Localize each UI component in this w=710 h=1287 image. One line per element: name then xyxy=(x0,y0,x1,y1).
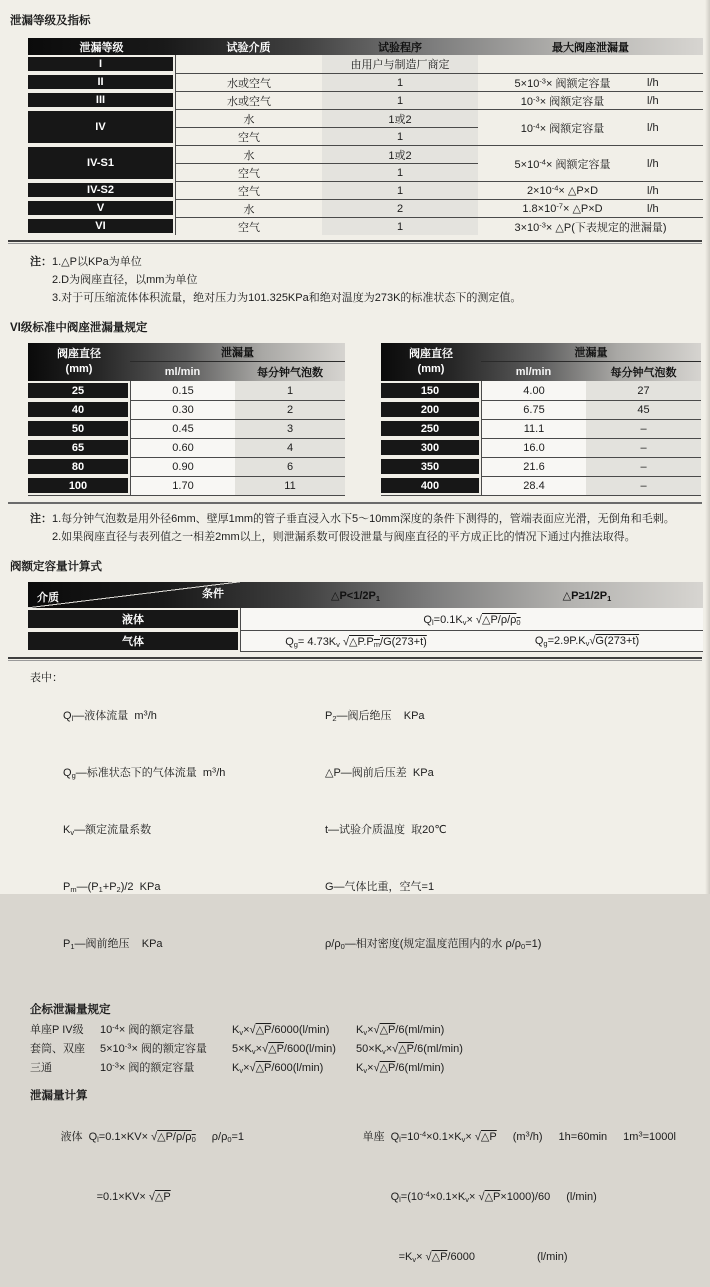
grade-cell: III xyxy=(28,91,175,109)
diameter-cell: 50 xyxy=(28,419,130,438)
table-row xyxy=(28,438,345,457)
unit-label: l/h xyxy=(647,94,659,107)
medium-cell: 水或空气 xyxy=(175,91,322,109)
table-row xyxy=(28,476,345,495)
table-row xyxy=(381,476,701,495)
legend-item: △P—阀前后压差 KPa xyxy=(325,767,434,779)
conversion-note-1: 1h=60min xyxy=(558,1131,608,1143)
table-row xyxy=(28,145,703,163)
ml-min-cell: 0.45 xyxy=(130,419,235,438)
legend-left-column xyxy=(63,669,325,992)
bubbles-cell: 3 xyxy=(235,419,345,438)
page-title: 泄漏等级及指标 xyxy=(10,15,91,27)
section-divider xyxy=(8,502,702,504)
bubbles-cell: – xyxy=(586,438,701,457)
header-leak-grade: 泄漏等级 xyxy=(79,41,124,54)
medium-cell: 水或空气 xyxy=(175,73,322,91)
max-leakage-cell xyxy=(478,181,703,199)
legend-item: $Q_g—$标准状态下的气体流量 $m^3/h$ xyxy=(63,765,226,780)
max-leakage-cell xyxy=(478,217,703,235)
corner-condition-label: 条件 xyxy=(202,588,224,600)
grade-cell: IV-S1 xyxy=(28,145,175,181)
unit-label: l/h xyxy=(647,157,659,170)
vi-section-title: VI级标准中阀座泄漏量规定 xyxy=(10,322,148,334)
table-row xyxy=(28,630,703,652)
max-leakage-formula: $3\times 10^{-3}\times$ △P(下表规定的泄漏量) xyxy=(514,220,667,234)
max-leakage-formula: $1.8\times 10^{-7}\times$ △P×D xyxy=(522,201,603,215)
unit-label: l/h xyxy=(647,202,659,215)
liquid-formula-1: $Q_l=0.1\times KV\times$ $√\triangle P/\rho/\rho_0$ xyxy=(88,1131,196,1144)
single-formula-3: $=K_v\times$ √△P/6000 xyxy=(398,1251,475,1264)
unit-label: l/h xyxy=(647,121,659,134)
bubbles-cell: 2 xyxy=(235,400,345,419)
header-ml-min: ml/min xyxy=(515,365,552,378)
liquid-formula-cell: $Q_l=0.1K_v\times$ $√\triangle P/\rho/\rho_0$ xyxy=(240,608,703,630)
section-divider xyxy=(8,240,702,244)
table-row xyxy=(28,199,703,217)
liquid-formula-2: =0.1×KV× √△P xyxy=(96,1191,171,1203)
valve-type: 三通 xyxy=(30,1062,52,1074)
ml-min-cell: 21.6 xyxy=(481,457,586,476)
table-row xyxy=(28,419,345,438)
capacity-section-title: 阀额定容量计算式 xyxy=(10,561,102,573)
diameter-cell: 200 xyxy=(381,400,481,419)
corner-cell xyxy=(28,582,240,608)
legend-item: t—试验介质温度 取20℃ xyxy=(325,824,447,836)
enterprise-title: 企标泄漏量规定 xyxy=(30,1004,111,1016)
grade-cell: IV xyxy=(28,109,175,145)
table-row xyxy=(28,217,703,235)
ml-min-cell: 0.15 xyxy=(130,381,235,400)
medium-label-cell: 液体 xyxy=(28,608,240,630)
diameter-cell: 40 xyxy=(28,400,130,419)
legend-item: $Q_l—$液体流量 $m^3/h$ xyxy=(63,708,157,723)
max-leakage-formula: $2\times 10^{-4}\times$ △P×D xyxy=(526,183,599,197)
max-leakage-cell xyxy=(478,91,703,109)
ml-min-cell: 28.4 xyxy=(481,476,586,495)
header-condition-2: $\triangle P\ge 1/2P_1$ xyxy=(562,589,612,603)
leakage-calc-section xyxy=(30,1087,703,1287)
note-line: 1.△P以KPa为单位 xyxy=(52,256,142,268)
liquid-condition: $\rho/\rho_0=1$ xyxy=(211,1131,245,1144)
ml-min-cell: 0.30 xyxy=(130,400,235,419)
ml-min-cell: 0.90 xyxy=(130,457,235,476)
procedure-cell: 1 xyxy=(322,73,478,91)
table-header-row xyxy=(28,582,703,608)
table-row xyxy=(381,400,701,419)
note-lines xyxy=(52,253,703,307)
ml-min-cell: 4.00 xyxy=(481,381,586,400)
formula-l-min: $K_v\times√\triangle P/600(l/\min)$ xyxy=(232,1062,324,1075)
diameter-cell: 100 xyxy=(28,476,130,495)
procedure-cell: 1或2 xyxy=(322,109,478,127)
capacity-spec: $10^{-3}\times$ 阀的额定容量 xyxy=(100,1060,195,1074)
bubbles-cell: 4 xyxy=(235,438,345,457)
table-header-row xyxy=(28,38,703,55)
unit-label: l/h xyxy=(647,184,659,197)
procedure-cell: 1或2 xyxy=(322,145,478,163)
table-row xyxy=(28,400,345,419)
procedure-cell: 1 xyxy=(322,181,478,199)
enterprise-row xyxy=(30,1059,703,1078)
max-leakage-cell xyxy=(478,109,703,145)
ml-min-cell: 6.75 xyxy=(481,400,586,419)
note-label: 注： xyxy=(30,513,52,525)
max-leakage-cell xyxy=(478,199,703,217)
ml-min-cell: 1.70 xyxy=(130,476,235,495)
vi-tables xyxy=(28,343,703,496)
max-leakage-cell xyxy=(478,145,703,181)
bubbles-cell: – xyxy=(586,419,701,438)
bubbles-cell: – xyxy=(586,457,701,476)
legend-item: G—气体比重，空气=1 xyxy=(325,881,435,893)
medium-cell: 空气 xyxy=(175,163,322,181)
procedure-cell: 2 xyxy=(322,199,478,217)
leakage-calc-title: 泄漏量计算 xyxy=(30,1090,88,1102)
max-leakage-cell xyxy=(478,55,703,73)
header-bubbles-per-min: 每分钟气泡数 xyxy=(257,366,323,379)
grade-cell: IV-S2 xyxy=(28,181,175,199)
medium-cell: 空气 xyxy=(175,181,322,199)
ml-min-cell: 0.60 xyxy=(130,438,235,457)
table-row xyxy=(28,91,703,109)
header-seat-diameter xyxy=(381,343,481,381)
diameter-cell: 250 xyxy=(381,419,481,438)
symbol-legend xyxy=(30,669,703,992)
table-row xyxy=(381,457,701,476)
legend-right-column xyxy=(325,669,703,992)
diameter-cell: 150 xyxy=(381,381,481,400)
formula-ml-min: $K_v\times√\triangle P/6(ml/\min)$ xyxy=(356,1062,445,1075)
medium-cell: 空气 xyxy=(175,127,322,145)
conversion-note-2: $1m^3=1000l$ xyxy=(623,1129,676,1143)
enterprise-row xyxy=(30,1040,703,1059)
table-header-row xyxy=(381,343,701,362)
header-leakage: 泄漏量 xyxy=(481,343,701,362)
single-formula-1: $Q_l=10^{-4}\times 0.1\times K_v\times$ √△P xyxy=(390,1129,497,1144)
header-bubbles-per-min: 每分钟气泡数 xyxy=(610,366,677,379)
note-label: 注： xyxy=(30,256,52,268)
procedure-cell: 1 xyxy=(322,163,478,181)
legend-item: $P_m—(P_1+P_2)/2$ KPa xyxy=(63,881,161,894)
gas-formula-cell-1: $Q_g= 4.73K_v$ $√\triangle P.P_m/G(273+t)$ xyxy=(240,630,471,652)
note-line: 2.如果阀座直径与表列值之一相差2mm以上，则泄漏系数可假设泄量与阀座直径的平方成正比的情况下通过内推法取得。 xyxy=(52,531,636,543)
table-row xyxy=(28,381,345,400)
procedure-cell: 1 xyxy=(322,127,478,145)
legend-item: $K_v—$额定流量系数 xyxy=(63,824,152,837)
legend-item: $\rho/\rho_0—$相对密度(规定温度范围内的水 $\rho/\rho_0=1$) xyxy=(325,938,542,951)
table-row xyxy=(381,419,701,438)
section-divider xyxy=(8,657,702,661)
header-seat-diameter xyxy=(28,343,130,381)
diameter-cell: 25 xyxy=(28,381,130,400)
medium-cell xyxy=(175,55,322,73)
max-leakage-formula: $5\times 10^{-4}\times$ 阀额定容量 xyxy=(514,157,611,171)
vi-table-left xyxy=(28,343,345,496)
legend-item: $P_1—$阀前绝压 KPa xyxy=(63,938,163,951)
ml-min-cell: 11.1 xyxy=(481,419,586,438)
grade-cell: I xyxy=(28,55,175,73)
valve-type: 单座P IV级 xyxy=(30,1024,84,1036)
corner-medium-label: 介质 xyxy=(37,592,59,604)
table-row xyxy=(28,608,703,630)
single-seat-calc-block xyxy=(332,1107,703,1287)
max-leakage-formula: $5\times 10^{-3}\times$ 阀额定容量 xyxy=(514,76,611,90)
header-condition-1: $\triangle P<1/2P_1$ xyxy=(330,589,381,603)
liquid-label: 液体 xyxy=(60,1131,83,1143)
liquid-calc-block xyxy=(30,1107,332,1287)
single-unit-3: (l/min) xyxy=(536,1251,568,1263)
capacity-spec: $5\times 10^{-3}\times$ 阀的额定容量 xyxy=(100,1041,207,1055)
max-leakage-cell xyxy=(478,73,703,91)
notes-block xyxy=(30,510,703,546)
capacity-formula-table xyxy=(28,582,703,652)
medium-cell: 水 xyxy=(175,145,322,163)
grade-cell: VI xyxy=(28,217,175,235)
header-test-medium: 试验介质 xyxy=(226,41,271,54)
seat-diameter-label: 阀座直径 xyxy=(409,348,453,360)
note-lines xyxy=(52,510,703,546)
table-row xyxy=(28,457,345,476)
diameter-cell: 65 xyxy=(28,438,130,457)
seat-diameter-label: 阀座直径 xyxy=(57,348,101,360)
diameter-cell: 80 xyxy=(28,457,130,476)
grade-cell: V xyxy=(28,199,175,217)
formula-ml-min: $K_v\times√\triangle P/6(ml/\min)$ xyxy=(356,1024,445,1037)
single-unit-1: $(m^3/h)$ xyxy=(512,1129,543,1143)
bubbles-cell: 45 xyxy=(586,400,701,419)
medium-cell: 水 xyxy=(175,109,322,127)
single-formula-2: $Q_l=(10^{-4}\times 0.1\times K_v\times$ √△P×1000)/60 xyxy=(390,1189,551,1204)
formula-l-min: $K_v\times√\triangle P/6000(l/\min)$ xyxy=(232,1024,330,1037)
max-leakage-formula: $10^{-4}\times$ 阀额定容量 xyxy=(520,121,605,135)
table-row xyxy=(28,181,703,199)
formula-ml-min: $50\times K_v\times√\triangle P/6(ml/\min)$ xyxy=(356,1043,463,1056)
medium-cell: 水 xyxy=(175,199,322,217)
valve-type: 套筒、双座 xyxy=(30,1043,85,1055)
note-line: 3.对于可压缩流体体积流量，绝对压力为101.325KPa和绝对温度为273K的标准状态下的测定值。 xyxy=(52,292,522,304)
header-leakage: 泄漏量 xyxy=(130,343,345,362)
ml-min-cell: 16.0 xyxy=(481,438,586,457)
table-row xyxy=(381,438,701,457)
single-unit-2: (l/min) xyxy=(566,1191,597,1203)
capacity-spec: $10^{-4}\times$ 阀的额定容量 xyxy=(100,1022,195,1036)
enterprise-row xyxy=(30,1021,703,1040)
medium-label-cell: 气体 xyxy=(28,630,240,652)
diameter-cell: 400 xyxy=(381,476,481,495)
legend-label: 表中： xyxy=(30,672,63,684)
header-ml-min: ml/min xyxy=(164,365,201,378)
notes-block xyxy=(30,253,703,307)
vi-table-right xyxy=(381,343,701,496)
medium-cell: 空气 xyxy=(175,217,322,235)
header-test-procedure: 试验程序 xyxy=(378,41,422,54)
max-leakage-formula: $10^{-3}\times$ 阀额定容量 xyxy=(520,94,605,108)
seat-diameter-unit: (mm) xyxy=(65,363,93,375)
diameter-cell: 300 xyxy=(381,438,481,457)
procedure-cell: 由用户与制造厂商定 xyxy=(322,55,478,73)
bubbles-cell: 11 xyxy=(235,476,345,495)
table-header-row xyxy=(28,343,345,362)
bubbles-cell: 27 xyxy=(586,381,701,400)
table-row xyxy=(28,109,703,127)
legend-item: $P_2—$阀后绝压 KPa xyxy=(325,710,425,723)
procedure-cell: 1 xyxy=(322,217,478,235)
leak-grade-table xyxy=(28,38,703,235)
bubbles-cell: 1 xyxy=(235,381,345,400)
unit-label: l/h xyxy=(647,76,659,89)
single-seat-label: 单座 xyxy=(362,1131,385,1143)
seat-diameter-unit: (mm) xyxy=(417,363,445,375)
gas-formula-cell-2: $Q_g=2.9P.K_v√G(273+t)$ xyxy=(471,630,703,652)
header-max-seat-leakage: 最大阀座泄漏量 xyxy=(552,41,629,54)
table-row xyxy=(28,55,703,73)
diameter-cell: 350 xyxy=(381,457,481,476)
enterprise-standard-section xyxy=(30,1001,703,1078)
table-row xyxy=(28,73,703,91)
note-line: 2.D为阀座直径，以mm为单位 xyxy=(52,274,198,286)
note-line: 1.每分钟气泡数是用外径6mm、壁厚1mm的管子垂直浸入水下5～10mm深度的条件下测得的，管端表面应光滑，无倒角和毛刺。 xyxy=(52,513,675,525)
formula-l-min: $5\times K_v\times√\triangle P/600(l/\min)$ xyxy=(232,1043,336,1056)
grade-cell: II xyxy=(28,73,175,91)
procedure-cell: 1 xyxy=(322,91,478,109)
bubbles-cell: – xyxy=(586,476,701,495)
table-row xyxy=(381,381,701,400)
bubbles-cell: 6 xyxy=(235,457,345,476)
